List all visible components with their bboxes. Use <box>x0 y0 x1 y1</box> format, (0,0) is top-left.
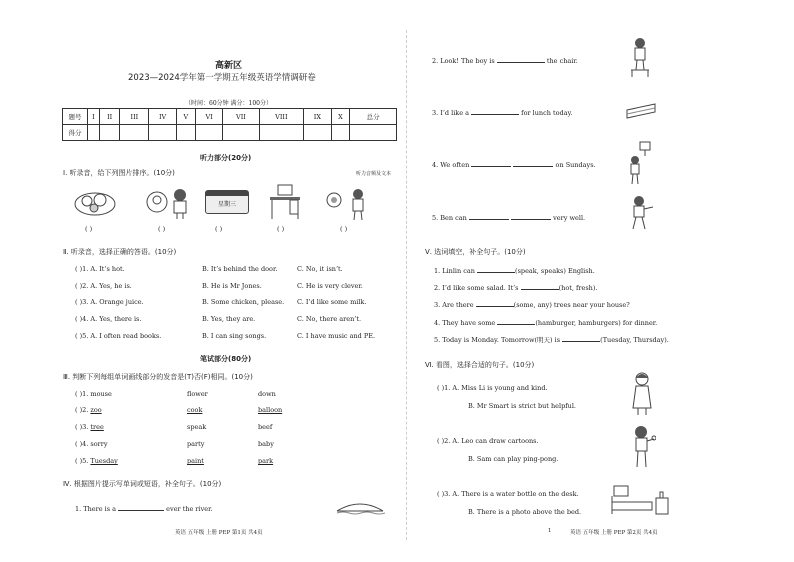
children-eating-picture <box>322 186 370 222</box>
phonics-word: down <box>258 390 276 398</box>
question-option-a: ( )1. A. It’s hot. <box>75 265 125 273</box>
score-input[interactable] <box>176 125 195 141</box>
answer-paren[interactable]: ( ) <box>277 225 285 233</box>
score-cell: IV <box>149 109 177 125</box>
answer-paren[interactable]: ( ) <box>340 225 348 233</box>
answer-blank[interactable] <box>511 212 551 220</box>
answer-blank[interactable] <box>477 265 515 273</box>
question-option-a: ( )5. A. I often read books. <box>75 332 162 340</box>
score-input[interactable] <box>99 125 119 141</box>
score-input[interactable] <box>149 125 177 141</box>
question-option-c: C. He is very clever. <box>297 282 363 290</box>
answer-paren[interactable]: ( ) <box>85 225 93 233</box>
answer-blank[interactable] <box>521 282 559 290</box>
score-cell: 总分 <box>350 109 397 125</box>
fill-sentence: 2. Look! The boy is the chair. <box>432 57 578 65</box>
footer-left: 英语 五年级 上册 PEP 第1页 共4页 <box>175 530 263 536</box>
question-option-c: C. I have music and PE. <box>297 332 376 340</box>
question-option-c: C. No, there aren’t. <box>297 315 362 323</box>
choice-option-b: B. There is a photo above the bed. <box>468 508 582 516</box>
answer-blank[interactable] <box>513 159 553 167</box>
time-score-note: （时间：60分钟 满分：100分） <box>185 100 272 107</box>
section-4-title: Ⅳ. 根据图片提示写单词或短语，补全句子。(10分) <box>63 480 222 488</box>
section-2-title: Ⅱ. 听录音，选择正确的答语。(10分) <box>63 248 177 256</box>
choice-option-b: B. Sam can play ping-pong. <box>468 455 559 463</box>
answer-paren[interactable]: ( ) <box>158 225 166 233</box>
choice-option-b: B. Mr Smart is strict but helpful. <box>468 402 576 410</box>
question-option-a: ( )2. A. Yes, he is. <box>75 282 132 290</box>
answer-blank[interactable] <box>497 317 535 325</box>
score-cell: 题号 <box>63 109 88 125</box>
answer-blank[interactable] <box>471 107 519 115</box>
fill-sentence: 5. Ben can very well. <box>432 214 586 222</box>
question-option-c: C. No, it isn’t. <box>297 265 343 273</box>
score-cell: 得分 <box>63 125 88 141</box>
footer-right: 英语 五年级 上册 PEP 第2页 共4页 <box>570 530 658 536</box>
score-cell: I <box>88 109 100 125</box>
score-table-header-row <box>63 109 397 125</box>
boy-phone-picture <box>145 186 195 220</box>
answer-paren[interactable]: ( ) <box>215 225 223 233</box>
answer-blank[interactable] <box>497 55 545 63</box>
fill-sentence: 4. We often on Sundays. <box>432 161 596 169</box>
phonics-row: ( )5. Tuesday <box>75 457 118 465</box>
calendar-label: 星期三 <box>217 201 236 208</box>
boy-on-chair-picture <box>628 36 652 78</box>
question-option-a: ( )3. A. Orange juice. <box>75 298 144 306</box>
fill-sentence: 4. They have some (hamburger, hamburgers) for dinner. <box>434 319 658 327</box>
question-option-b: B. Yes, they are. <box>202 315 256 323</box>
question-option-a: ( )4. A. Yes, there is. <box>75 315 142 323</box>
score-input[interactable] <box>195 125 223 141</box>
score-table-score-row <box>63 125 397 141</box>
score-input[interactable] <box>331 125 350 141</box>
fill-sentence: 3. I’d like a for lunch today. <box>432 109 573 117</box>
phonics-word: cook <box>187 406 203 414</box>
phonics-word: park <box>258 457 274 465</box>
score-cell: III <box>120 109 149 125</box>
score-input[interactable] <box>88 125 100 141</box>
phonics-word: balloon <box>258 406 283 414</box>
phonics-word: paint <box>187 457 204 465</box>
phonics-row: ( )1. mouse <box>75 390 112 398</box>
score-cell: V <box>176 109 195 125</box>
fill-sentence: 1. There is a ever the river. <box>75 505 213 513</box>
phonics-word: flower <box>187 390 208 398</box>
score-cell: II <box>99 109 119 125</box>
fill-sentence: 5. Today is Monday. Tomorrow(明天) is (Tuesday, Thursday). <box>434 336 669 344</box>
calendar-picture <box>205 190 249 214</box>
answer-blank[interactable] <box>476 299 514 307</box>
sandwich-picture <box>625 100 657 120</box>
phonics-word: speak <box>187 423 207 431</box>
fill-sentence: 3. Are there (some, any) trees near your house? <box>434 301 630 309</box>
audio-note: 听力音频及文本 <box>356 171 392 177</box>
choice-option-a: ( )2. A. Leo can draw cartoons. <box>437 437 539 445</box>
choice-option-a: ( )1. A. Miss Li is young and kind. <box>437 384 548 392</box>
score-input[interactable] <box>259 125 304 141</box>
score-cell: IX <box>304 109 331 125</box>
score-cell: VI <box>195 109 223 125</box>
question-option-b: B. Some chicken, please. <box>202 298 285 306</box>
score-table <box>62 108 397 141</box>
score-input[interactable] <box>304 125 331 141</box>
score-input[interactable] <box>350 125 397 141</box>
writing-heading: 笔试部分(80分) <box>200 355 252 363</box>
question-option-b: B. I can sing songs. <box>202 332 267 340</box>
fill-sentence: 1. Linlin can (speak, speaks) English. <box>434 267 595 275</box>
phonics-row: ( )4. sorry <box>75 440 108 448</box>
score-input[interactable] <box>223 125 259 141</box>
footer-right-number: 1 <box>548 528 552 534</box>
answer-blank[interactable] <box>469 212 509 220</box>
page-divider <box>406 30 407 540</box>
basketball-picture <box>626 140 656 186</box>
boy-pingpong-picture <box>628 425 656 469</box>
score-input[interactable] <box>120 125 149 141</box>
answer-blank[interactable] <box>471 159 511 167</box>
choice-option-a: ( )3. A. There is a water bottle on the desk. <box>437 490 579 498</box>
phonics-word: beef <box>258 423 273 431</box>
section-5-title: Ⅴ. 选词填空，补全句子。(10分) <box>425 248 526 256</box>
phonics-word: baby <box>258 440 274 448</box>
question-option-c: C. I’d like some milk. <box>297 298 367 306</box>
phonics-row: ( )2. zoo <box>75 406 102 414</box>
boy-kungfu-picture <box>625 195 655 231</box>
bridge-picture <box>335 495 385 515</box>
exam-title: 2023—2024学年第一学期五年级英语学情调研卷 <box>128 73 316 83</box>
question-option-b: B. He is Mr Jones. <box>202 282 262 290</box>
phonics-word: party <box>187 440 205 448</box>
computer-desk-picture <box>268 183 302 221</box>
section-6-title: Ⅵ. 看图，选择合适的句子。(10分) <box>425 361 535 369</box>
teacher-picture <box>628 372 656 416</box>
score-cell: VIII <box>259 109 304 125</box>
answer-blank[interactable] <box>562 334 600 342</box>
listening-heading: 听力部分(20分) <box>200 154 252 162</box>
score-cell: X <box>331 109 350 125</box>
district-title: 高新区 <box>215 61 243 71</box>
question-option-b: B. It’s behind the door. <box>202 265 278 273</box>
answer-blank[interactable] <box>118 503 164 511</box>
phonics-row: ( )3. tree <box>75 423 104 431</box>
fill-sentence: 2. I’d like some salad. It’s (hot, fresh). <box>434 284 598 292</box>
section-1-title: Ⅰ. 听录音，给下列图片排序。(10分) <box>63 169 175 177</box>
score-cell: VII <box>223 109 259 125</box>
food-picture <box>70 186 120 218</box>
section-3-title: Ⅲ. 判断下列每组单词画线部分的发音是(T)否(F)相同。(10分) <box>63 373 253 381</box>
bedroom-picture <box>610 482 672 518</box>
